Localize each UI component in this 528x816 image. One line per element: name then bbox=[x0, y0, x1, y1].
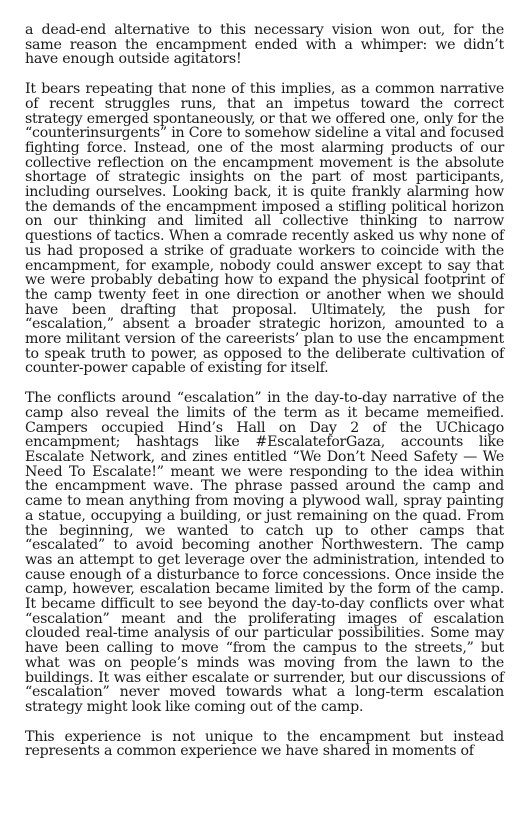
document-page bbox=[25, 23, 504, 774]
paragraph-4: This experience is not unique to the encampment but instead represents a common experience we have shared in moments of bbox=[25, 728, 504, 760]
paragraph-1: a dead-end alternative to this necessary vision won out, for the same reason the encampment ended with a whimper: we didn’t have enough outside agitators! bbox=[25, 22, 504, 68]
paragraph-3: The conflicts around “escalation” in the day-to-day narrative of the camp also reveal the limits of the term as it became memeified. Campers occupied Hind’s Hall on Day 2 of the UChicago encampment; hashtags like #EscalateforGaza, accounts like Escalate Network, and zines entitled “We Don’t Need Safety — We Need To Escalate!” meant we were responding to the idea within the encampment wave. The phrase passed around the camp and came to mean anything from moving a plywood wall, spray painting a statue, occupying a building, or just remaining on the quad. From the beginning, we wanted to catch up to other camps that “escalated” to avoid becoming another Northwestern. The camp was an attempt to get leverage over the administration, intended to cause enough of a disturbance to force concessions. Once inside the camp, however, escalation became limited by the form of the camp. It became difficult to see beyond the day-to-day conflicts over what “escalation” meant and the proliferating images of escalation clouded real-time analysis of our particular possibilities. Some may have been calling to move “from the campus to the streets,” but what was on people’s minds was moving from the lawn to the buildings. It was either escalate or surrender, but our discussions of “escalation” never moved towards what a long-term escalation strategy might look like coming out of the camp. bbox=[25, 390, 504, 715]
paragraph-2: It bears repeating that none of this implies, as a common narrative of recent struggles runs, that an impetus toward the correct strategy emerged spontaneously, or that we offered one, only for the “counterinsurgents” in Core to somehow sideline a vital and focused fighting force. Instead, one of the most alarming products of our collective reflection on the encampment movement is the absolute shortage of strategic insights on the part of most participants, including ourselves. Looking back, it is quite frankly alarming how the demands of the encampment imposed a stifling political horizon on our thinking and limited all collective thinking to narrow questions of tactics. When a comrade recently asked us why none of us had proposed a strike of graduate workers to coincide with the encampment, for example, nobody could answer except to say that we were probably debating how to expand the physical footprint of the camp twenty feet in one direction or another when we should have been drafting that proposal. Ultimately, the push for “escalation,” absent a broader strategic horizon, amounted to a more militant version of the careerists’ plan to use the encampment to speak truth to power, as opposed to the deliberate cultivation of counter-power capable of existing for itself. bbox=[25, 81, 504, 377]
